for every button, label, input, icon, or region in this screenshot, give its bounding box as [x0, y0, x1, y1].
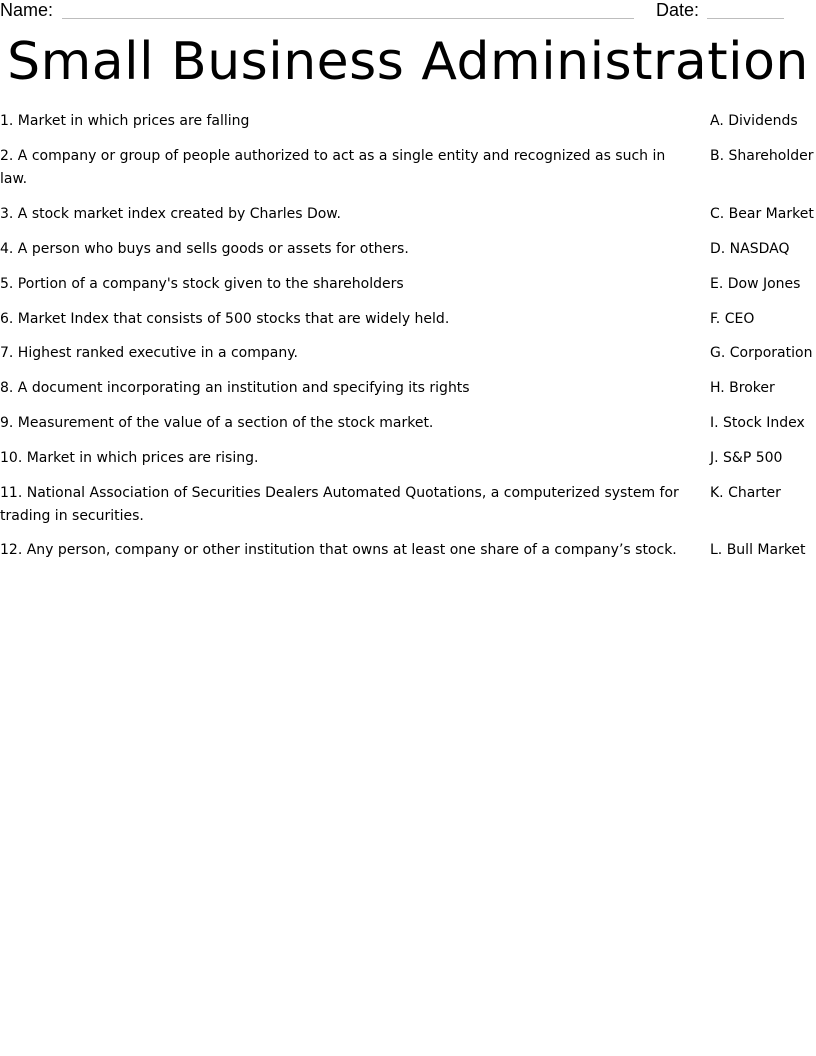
clue-item: 7. Highest ranked executive in a company.	[0, 345, 298, 361]
clue-item: 2. A company or group of people authorized to act as a single entity and recognized as such in law.	[0, 148, 666, 187]
answer-item: L. Bull Market	[710, 542, 806, 558]
clue-item: 10. Market in which prices are rising.	[0, 450, 259, 466]
clue-item: 12. Any person, company or other institution that owns at least one share of a company’s stock.	[0, 542, 677, 558]
name-label: Name:	[0, 0, 54, 20]
clue-item: 1. Market in which prices are falling	[0, 113, 250, 129]
answer-item: I. Stock Index	[710, 415, 805, 431]
clue-item: 11. National Association of Securities Dealers Automated Quotations, a computerized system for trading in securities.	[0, 485, 679, 524]
date-blank-line	[707, 18, 784, 19]
clue-item: 4. A person who buys and sells goods or assets for others.	[0, 241, 409, 257]
answer-item: G. Corporation	[710, 345, 813, 361]
answer-item: B. Shareholder	[710, 148, 814, 164]
date-label: Date:	[656, 0, 700, 20]
page-title: Small Business Administration	[7, 32, 809, 92]
answer-item: F. CEO	[710, 311, 755, 327]
clue-item: 5. Portion of a company's stock given to the shareholders	[0, 276, 404, 292]
answer-item: C. Bear Market	[710, 206, 814, 222]
clue-item: 9. Measurement of the value of a section of the stock market.	[0, 415, 434, 431]
answer-item: K. Charter	[710, 485, 781, 501]
answer-item: A. Dividends	[710, 113, 798, 129]
answer-item: H. Broker	[710, 380, 775, 396]
name-blank-line	[62, 18, 634, 19]
answer-item: J. S&P 500	[710, 450, 783, 466]
worksheet-header	[0, 0, 816, 24]
clue-item: 6. Market Index that consists of 500 stocks that are widely held.	[0, 311, 450, 327]
clue-item: 8. A document incorporating an institution and specifying its rights	[0, 380, 470, 396]
clue-item: 3. A stock market index created by Charles Dow.	[0, 206, 341, 222]
answer-item: D. NASDAQ	[710, 241, 790, 257]
answer-item: E. Dow Jones	[710, 276, 801, 292]
